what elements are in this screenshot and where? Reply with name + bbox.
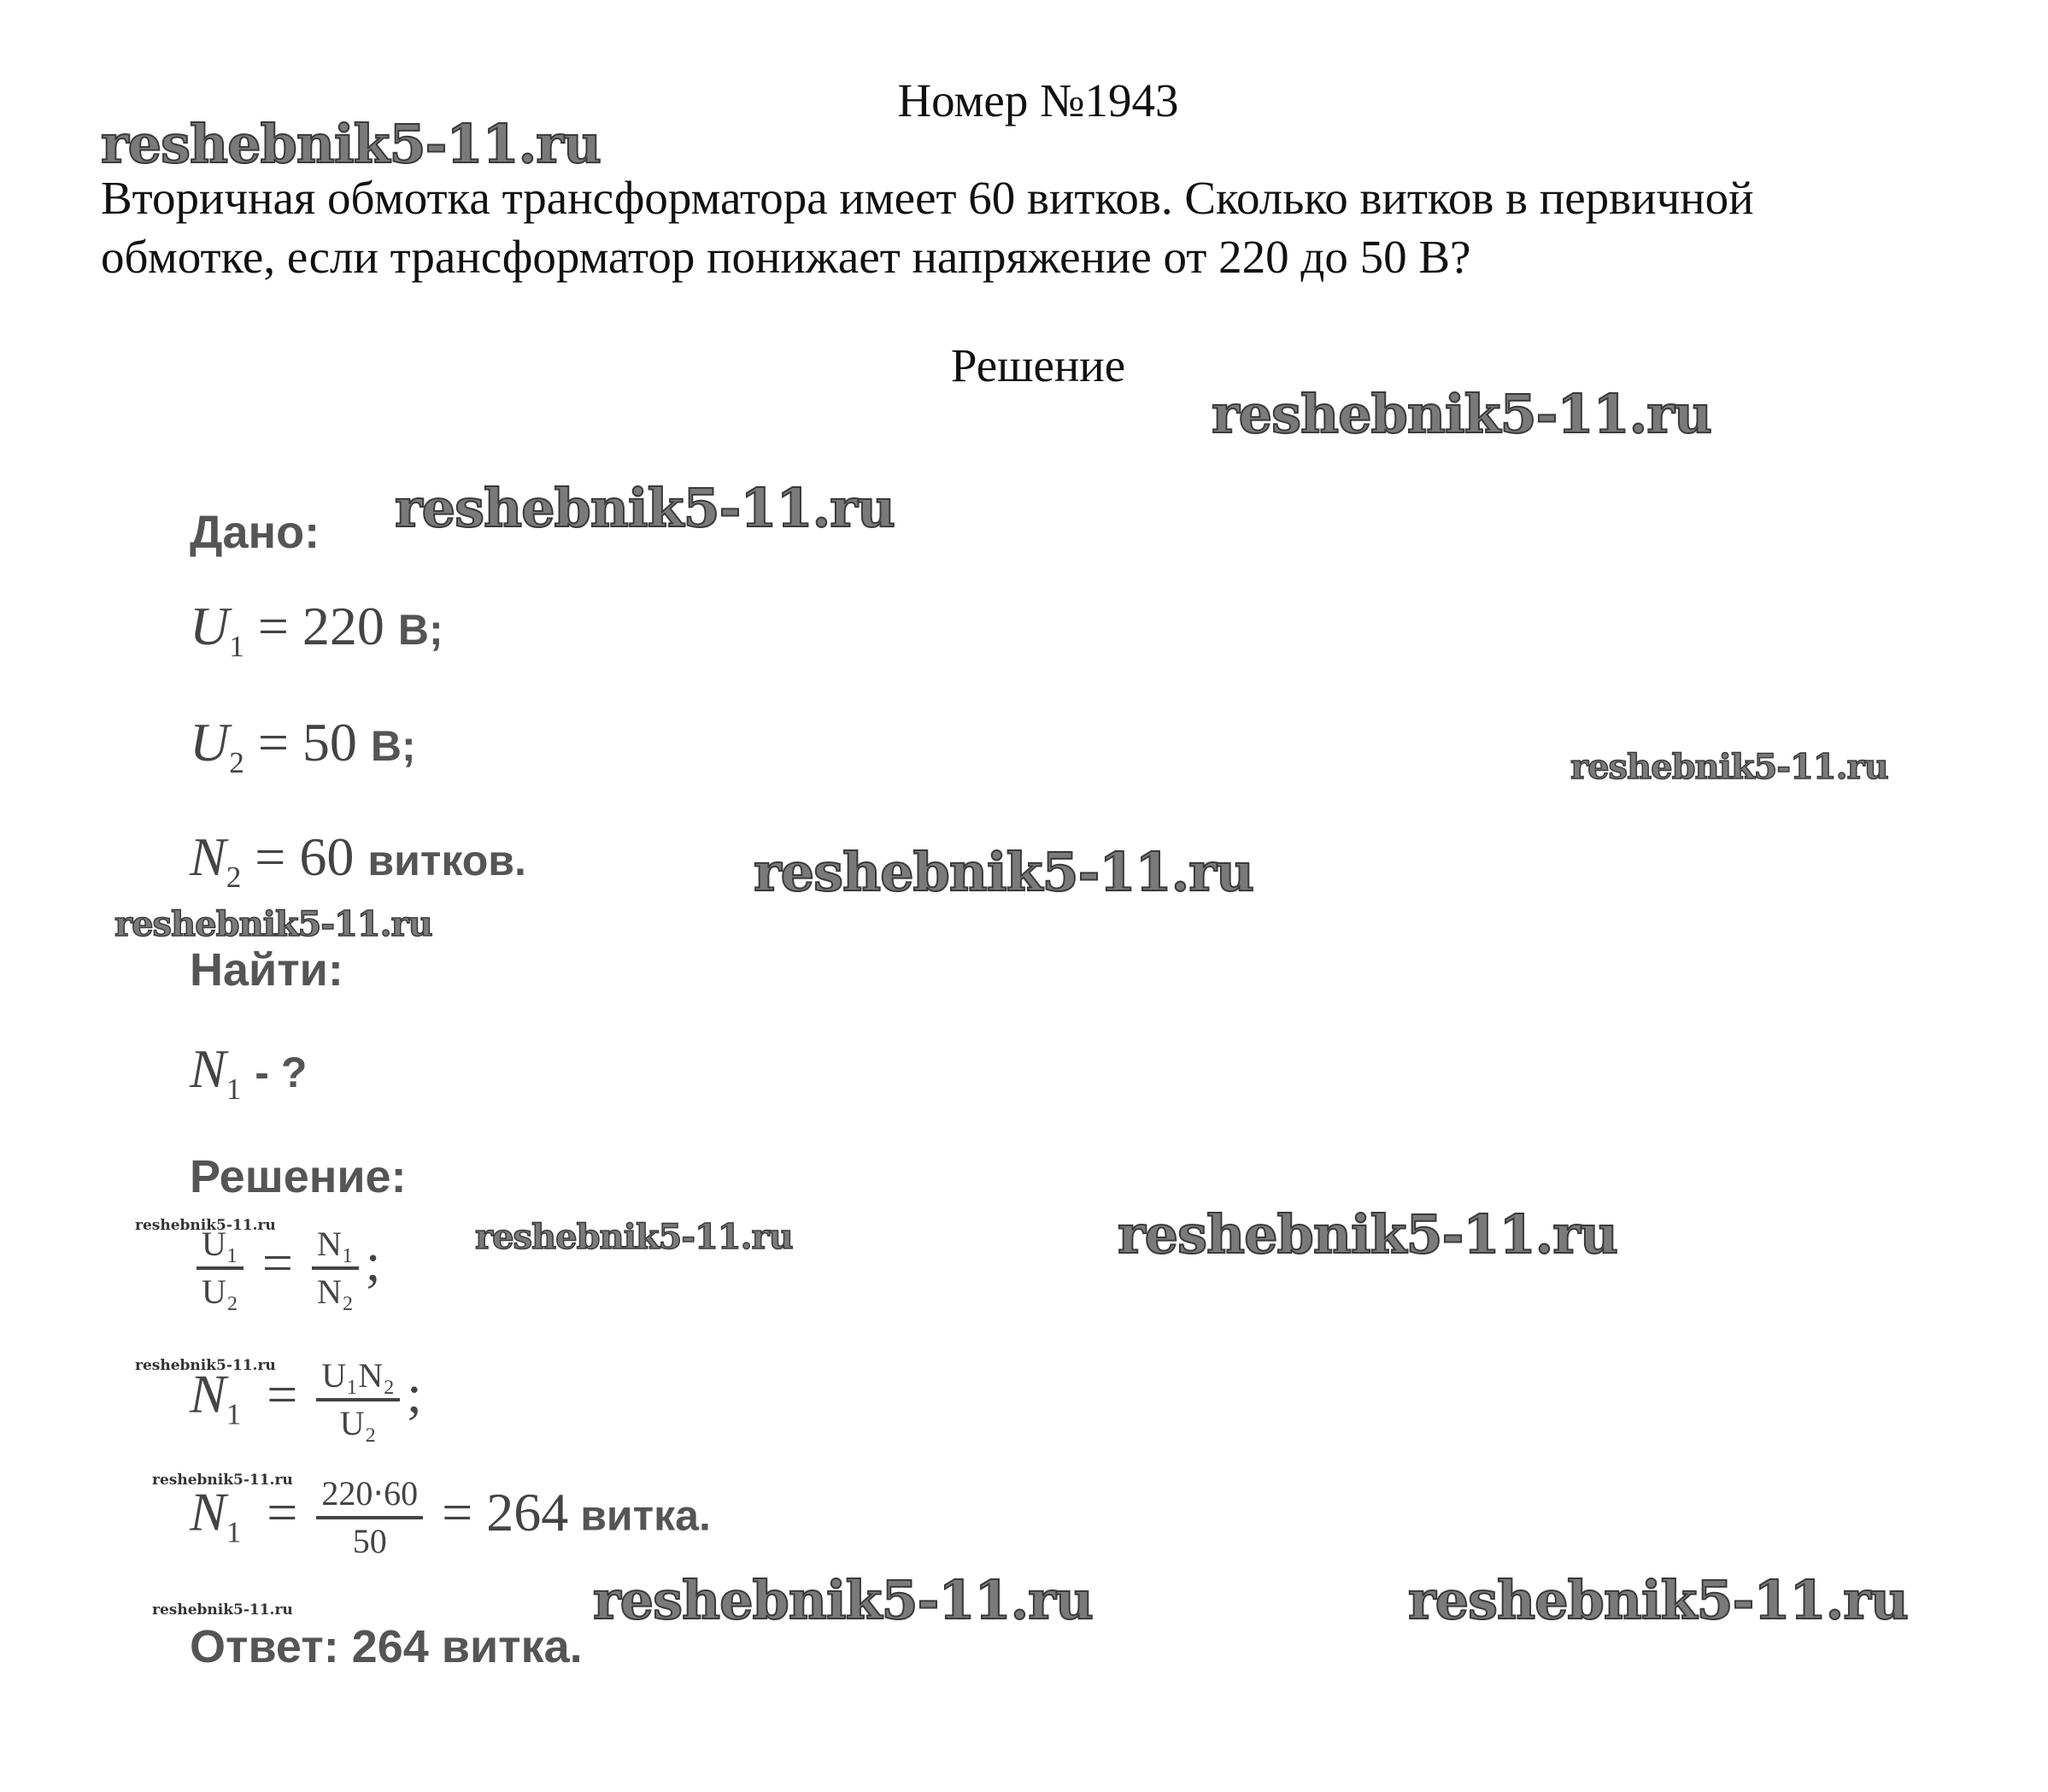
task-text (101, 169, 1754, 287)
n1-rest: - ? (255, 1049, 308, 1096)
task-line-1: Вторичная обмотка трансформатора имеет 60 витков. Сколько витков в первичной (101, 172, 1754, 224)
find-n1 (190, 1037, 307, 1107)
u2-sub: 2 (229, 745, 244, 779)
u2-unit: В; (370, 722, 416, 770)
n2-value: = 60 (255, 826, 355, 887)
fraction-u: $\frac{\text{U₁}}{\text{U₂}}$ (197, 1225, 244, 1311)
task-line-2: обмотке, если трансформатор понижает напряжение от 220 до 50 В? (101, 230, 1471, 283)
watermark: reshebnik5-11.ru (101, 113, 601, 175)
watermark: reshebnik5-11.ru (114, 904, 432, 944)
watermark: reshebnik5-11.ru (754, 841, 1253, 903)
watermark: reshebnik5-11.ru (1570, 747, 1888, 787)
solution-heading: Решение (950, 339, 1126, 391)
fraction-formula: $\frac{\text{U₁N₂}}{\text{U₂}}$ (316, 1357, 400, 1442)
u1-sub: 1 (229, 629, 244, 663)
n1-symbol: N (190, 1038, 226, 1099)
u2-symbol: U (190, 712, 230, 773)
watermark: reshebnik5-11.ru (1212, 383, 1711, 445)
given-u2 (190, 711, 416, 780)
watermark: reshebnik5-11.ru (135, 1357, 276, 1374)
watermark: reshebnik5-11.ru (152, 1472, 293, 1489)
n2-sub: 2 (226, 860, 242, 894)
find-label: Найти: (190, 944, 343, 996)
u1-unit: В; (397, 606, 443, 654)
watermark: reshebnik5-11.ru (152, 1601, 293, 1619)
u1-value: = 220 (257, 596, 384, 656)
answer-text: Ответ: 264 витка. (190, 1621, 583, 1672)
fraction-calc: $\frac{220\cdot 60}{50}$ (316, 1475, 423, 1560)
watermark: reshebnik5-11.ru (593, 1569, 1093, 1631)
n1-sub: 1 (226, 1072, 242, 1106)
fraction-n: $\frac{\text{N₁}}{\text{N₂}}$ (312, 1225, 359, 1311)
given-n2 (190, 825, 526, 895)
watermark: reshebnik5-11.ru (1118, 1203, 1617, 1266)
watermark: reshebnik5-11.ru (395, 477, 895, 539)
formula-calc: $N_1$ = $\frac{220\cdot 60}{50}$ = 264 витка. (190, 1474, 711, 1560)
given-label: Дано: (190, 507, 320, 558)
watermark: reshebnik5-11.ru (1408, 1569, 1908, 1631)
watermark: reshebnik5-11.ru (135, 1217, 276, 1234)
u2-value: = 50 (257, 712, 357, 773)
formula-n1: $N_1$ = $\frac{\text{U₁N₂}}{\text{U₂}}$ ; (190, 1356, 422, 1442)
formula-ratio: $\frac{\text{U₁}}{\text{U₂}}$ = $\frac{\text{N₁}}{\text{N₂}}$ ; (190, 1225, 381, 1311)
u1-symbol: U (190, 596, 230, 656)
watermark: reshebnik5-11.ru (475, 1217, 793, 1257)
page-title: Номер №1943 (897, 74, 1179, 126)
n2-symbol: N (190, 826, 226, 887)
solution-label: Решение: (190, 1151, 407, 1202)
n2-unit: витков. (367, 837, 526, 884)
given-u1 (190, 595, 443, 664)
